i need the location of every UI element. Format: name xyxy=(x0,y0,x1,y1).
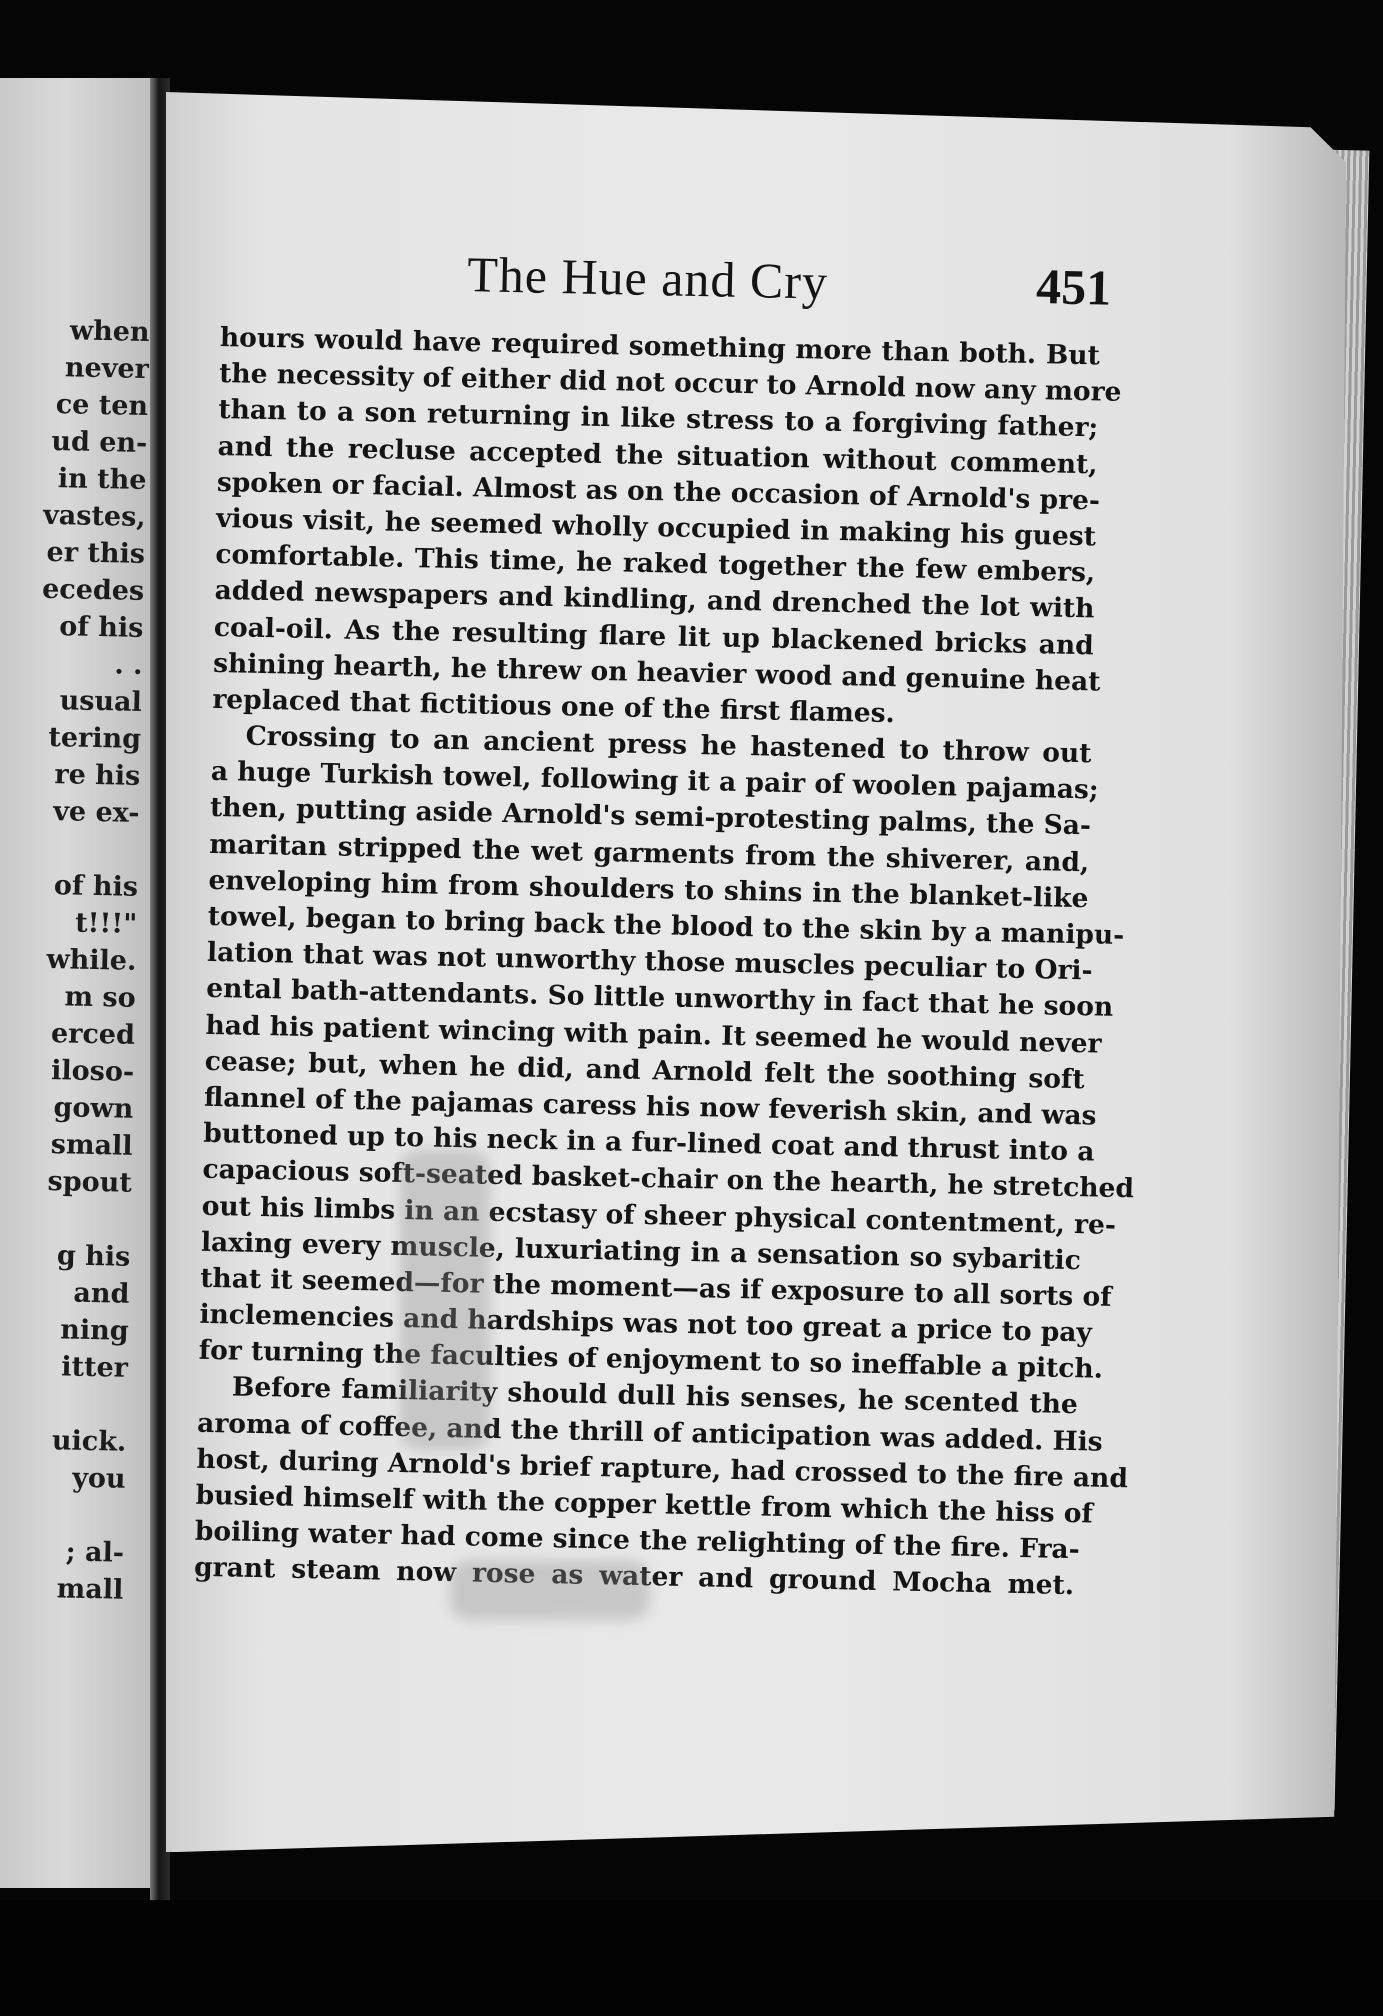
text-line: out his limbs in an ecstasy of sheer physical contentment, re- xyxy=(201,1190,1117,1241)
running-head: The Hue and Cry xyxy=(466,246,829,310)
text-line: that it seemed—for the moment—as if exposure to all sorts of xyxy=(199,1262,1112,1313)
text-line: laxing every muscle, luxuriating in a sensation so sybaritic xyxy=(200,1226,1082,1276)
text-line: busied himself with the copper kettle from which the hiss of xyxy=(195,1479,1094,1530)
previous-page-line: never xyxy=(64,352,150,385)
previous-page-line: spout xyxy=(47,1166,133,1199)
text-line: inclemencies and hardships was not too great a price to pay xyxy=(199,1298,1093,1349)
text-line: cease; but, when he did, and Arnold felt the soothing soft xyxy=(204,1045,1085,1095)
previous-page-line: vastes, xyxy=(42,499,147,533)
text-line: grant steam now rose as water and ground Mocha met. xyxy=(193,1552,1075,1602)
text-line: capacious soft-seated basket-chair on the hearth, he stretched xyxy=(202,1154,1135,1205)
previous-page-line: when xyxy=(69,315,150,348)
text-line: Crossing to an ancient press he hastened to throw out xyxy=(245,720,1092,770)
text-line: comfortable. This time, he raked together the few embers, xyxy=(215,539,1096,589)
previous-page-line: t!!!" xyxy=(74,907,138,940)
body-text xyxy=(193,320,1135,1605)
text-line: lation that was not unworthy those muscles peculiar to Ori- xyxy=(206,937,1093,987)
text-line: flannel of the pajamas caress his now feverish skin, and was xyxy=(203,1081,1097,1132)
text-line: vious visit, he seemed wholly occupied in making his guest xyxy=(215,502,1097,553)
previous-page-text xyxy=(0,311,150,1609)
previous-page-line: re his xyxy=(54,759,141,792)
previous-page-line: ; al- xyxy=(65,1536,125,1569)
scan-background xyxy=(0,1900,1383,2016)
previous-page-line: itter xyxy=(60,1351,129,1384)
text-line: the necessity of either did not occur to Arnold now any more xyxy=(218,358,1122,409)
previous-page-line xyxy=(0,1199,131,1239)
text-line: buttoned up to his neck in a fur-lined coat and thrust into a xyxy=(202,1117,1095,1168)
previous-page-line xyxy=(0,1384,128,1424)
text-line: a huge Turkish towel, following it a pair of woolen pajamas; xyxy=(210,756,1099,806)
previous-page-fragment xyxy=(0,78,158,1888)
previous-page-line: m so xyxy=(64,981,136,1014)
text-line: towel, began to bring back the blood to the skin by a manipu- xyxy=(207,900,1125,952)
text-line: had his patient wincing with pain. It seemed he would never xyxy=(205,1009,1102,1060)
text-line: hours would have required something more than both. But xyxy=(219,321,1101,372)
text-line: and the recluse accepted the situation without comment, xyxy=(217,430,1098,480)
print-smudge xyxy=(400,1150,490,1450)
text-line: for turning the faculties of enjoyment to so ineffable a pitch. xyxy=(198,1335,1104,1385)
previous-page-line: and xyxy=(73,1277,130,1310)
text-line: maritan stripped the wet garments from the shiverer, and, xyxy=(209,828,1090,878)
text-line: ental bath-attendants. So little unworthy in fact that he soon xyxy=(205,973,1114,1024)
previous-page-line: in the xyxy=(57,463,147,496)
previous-page-line: gown xyxy=(53,1092,134,1125)
previous-page-line: while. xyxy=(46,943,137,977)
page-number: 451 xyxy=(1035,258,1112,316)
previous-page-line xyxy=(0,829,139,869)
previous-page-line: uick. xyxy=(51,1425,127,1458)
previous-page-line: . . xyxy=(114,649,143,681)
text-line: enveloping him from shoulders to shins in the blanket-like xyxy=(208,864,1089,915)
previous-page-line: of his xyxy=(58,611,144,644)
previous-page-line: mall xyxy=(56,1573,124,1606)
previous-page-line: usual xyxy=(59,685,143,718)
previous-page-line: small xyxy=(50,1129,133,1162)
text-line: coal-oil. As the resulting flare lit up blackened bricks and xyxy=(213,611,1095,661)
page-content xyxy=(193,240,1135,1605)
previous-page-line: ning xyxy=(59,1314,130,1347)
previous-page-line: you xyxy=(71,1462,126,1495)
text-line: shining hearth, he threw on heavier wood and genuine heat xyxy=(212,647,1101,698)
text-line: boiling water had come since the relighting of the fire. Fra- xyxy=(194,1515,1080,1566)
previous-page-line: ecedes xyxy=(41,573,145,607)
previous-page-line: of his xyxy=(53,870,139,903)
text-line: replaced that fictitious one of the first flames. xyxy=(212,683,896,730)
previous-page-line: ud en- xyxy=(51,425,148,459)
previous-page-line: tering xyxy=(48,721,142,755)
text-line: spoken or facial. Almost as on the occasion of Arnold's pre- xyxy=(216,466,1101,517)
print-smudge xyxy=(450,1560,650,1620)
text-line: added newspapers and kindling, and drenched the lot with xyxy=(214,575,1095,625)
previous-page-line: g his xyxy=(56,1240,131,1273)
text-line: host, during Arnold's brief rapture, had crossed to the fire and xyxy=(196,1443,1129,1495)
previous-page-line: iloso- xyxy=(50,1055,135,1088)
previous-page-line: erced xyxy=(50,1018,136,1051)
previous-page-line xyxy=(0,1495,125,1535)
previous-page-line: ce ten xyxy=(55,389,149,422)
previous-page-line: ve ex- xyxy=(52,796,140,829)
text-line: then, putting aside Arnold's semi-protesting palms, the Sa- xyxy=(209,792,1092,842)
previous-page-line: er this xyxy=(46,536,146,570)
text-line: than to a son returning in like stress to a forgiving father; xyxy=(218,394,1099,444)
text-line: Before familiarity should dull his senses, he scented the xyxy=(231,1371,1079,1421)
text-line: aroma of coffee, and the thrill of anticipation was added. His xyxy=(196,1407,1103,1458)
